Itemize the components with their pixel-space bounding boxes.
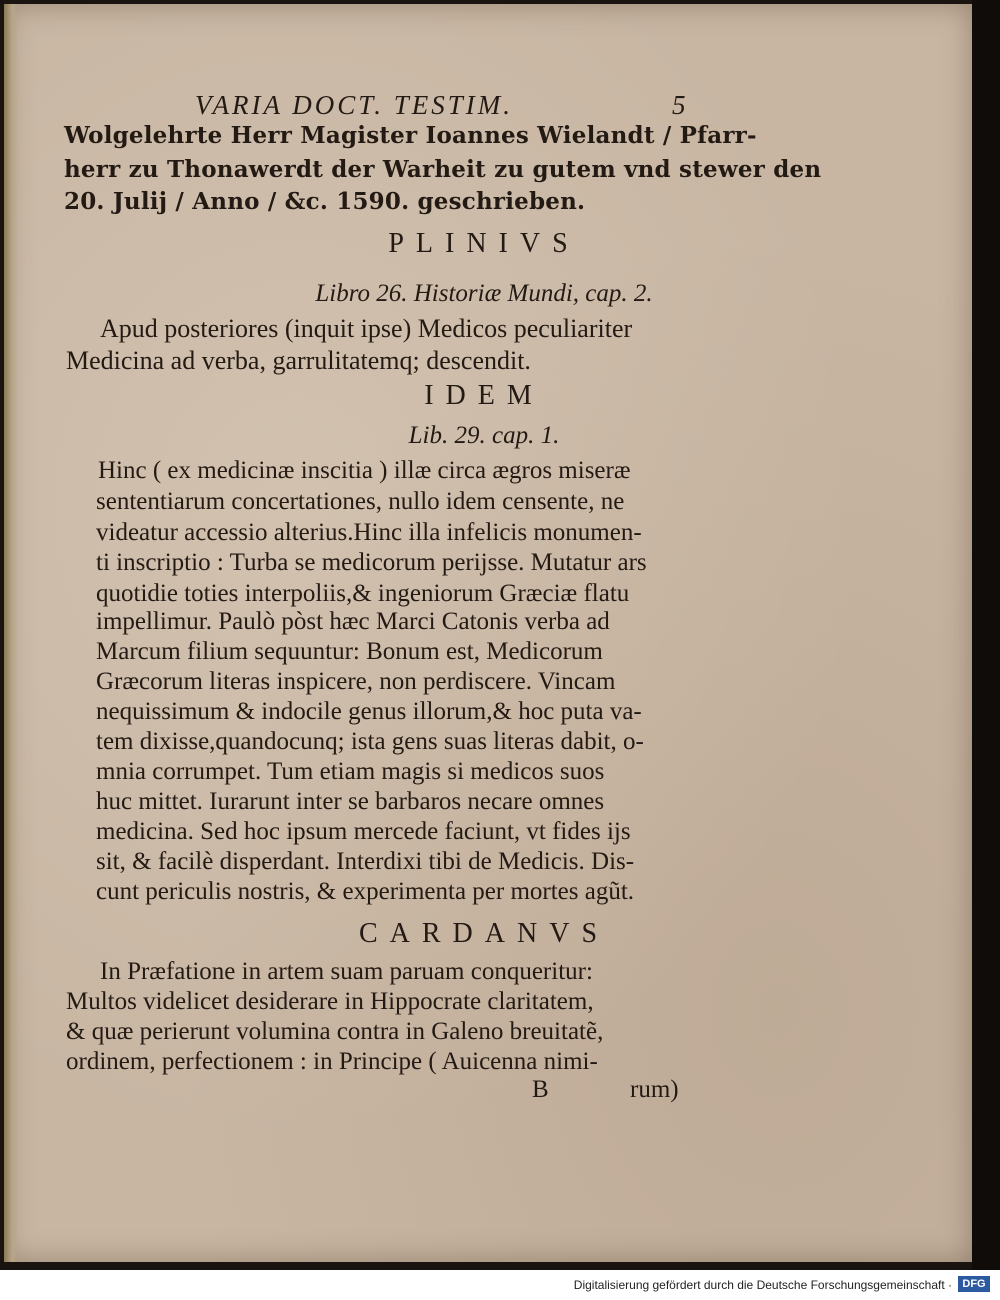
text-line: quotidie toties interpoliis,& ingeniorum Græciæ flatu — [96, 580, 630, 607]
catchword: rum) — [630, 1076, 679, 1103]
text-line: sententiarum concertationes, nullo idem censente, ne — [96, 488, 625, 515]
text-line: cunt periculis nostris, & experimenta per mortes agũt. — [96, 878, 635, 905]
scan-border — [972, 0, 1000, 1270]
text-line: Apud posteriores (inquit ipse) Medicos peculiariter — [100, 314, 633, 343]
text-line: ti inscriptio : Turba se medicorum perijsse. Mutatur ars — [96, 549, 647, 576]
text-line: huc mittet. Iurarunt inter se barbaros necare omnes — [96, 788, 605, 815]
text-line: impellimur. Paulò pòst hæc Marci Catonis verba ad — [96, 608, 610, 635]
dfg-logo-icon: DFG — [958, 1276, 990, 1292]
text-line: Hinc ( ex medicinæ inscitia ) illæ circa ægros miseræ — [98, 457, 631, 484]
text-line: Græcorum literas inspicere, non perdiscere. Vincam — [96, 668, 616, 695]
text-line: mnia corrumpet. Tum etiam magis si medicos suos — [96, 758, 605, 785]
section-heading-cardanus: CARDANVS — [358, 918, 610, 949]
digitization-footer — [0, 1270, 1000, 1300]
running-head: VARIA DOCT. TESTIM. — [195, 90, 513, 120]
text-line: Multos videlicet desiderare in Hippocrate claritatem, — [66, 988, 594, 1015]
text-line: ordinem, perfectionem : in Principe ( Auicenna nimi- — [66, 1048, 598, 1075]
intro-line: herr zu Thonawerdt der Warheit zu gutem vnd stewer den — [64, 156, 822, 183]
intro-line: Wolgelehrte Herr Magister Ioannes Wielandt / Pfarr- — [64, 122, 757, 149]
page-binding-edge — [4, 4, 18, 1262]
footer-credit: Digitalisierung gefördert durch die Deutsche Forschungsgemeinschaft · — [573, 1278, 952, 1292]
text-line: Marcum filium sequuntur: Bonum est, Medicorum — [96, 638, 603, 665]
section-reference: Libro 26. Historiæ Mundi, cap. 2. — [315, 280, 653, 307]
section-heading-idem: IDEM — [424, 380, 544, 411]
signature-mark: B — [532, 1076, 549, 1103]
text-line: In Præfatione in artem suam paruam conqueritur: — [100, 958, 593, 985]
section-reference: Lib. 29. cap. 1. — [408, 422, 560, 449]
text-line: & quæ perierunt volumina contra in Galeno breuitatẽ, — [66, 1018, 604, 1045]
intro-line: 20. Julij / Anno / &c. 1590. geschrieben. — [64, 188, 586, 215]
text-line: nequissimum & indocile genus illorum,& hoc puta va- — [96, 698, 642, 725]
text-line: videatur accessio alterius.Hinc illa infelicis monumen- — [96, 519, 642, 546]
text-line: sit, & facilè disperdant. Interdixi tibi de Medicis. Dis- — [96, 848, 635, 875]
section-heading-plinius: PLINIVS — [388, 228, 580, 259]
text-line: tem dixisse,quandocunq; ista gens suas literas dabit, o- — [96, 728, 644, 755]
text-line: medicina. Sed hoc ipsum mercede faciunt, vt fides ijs — [96, 818, 631, 845]
page-number: 5 — [672, 90, 686, 120]
text-line: Medicina ad verba, garrulitatemq; descendit. — [66, 346, 531, 375]
